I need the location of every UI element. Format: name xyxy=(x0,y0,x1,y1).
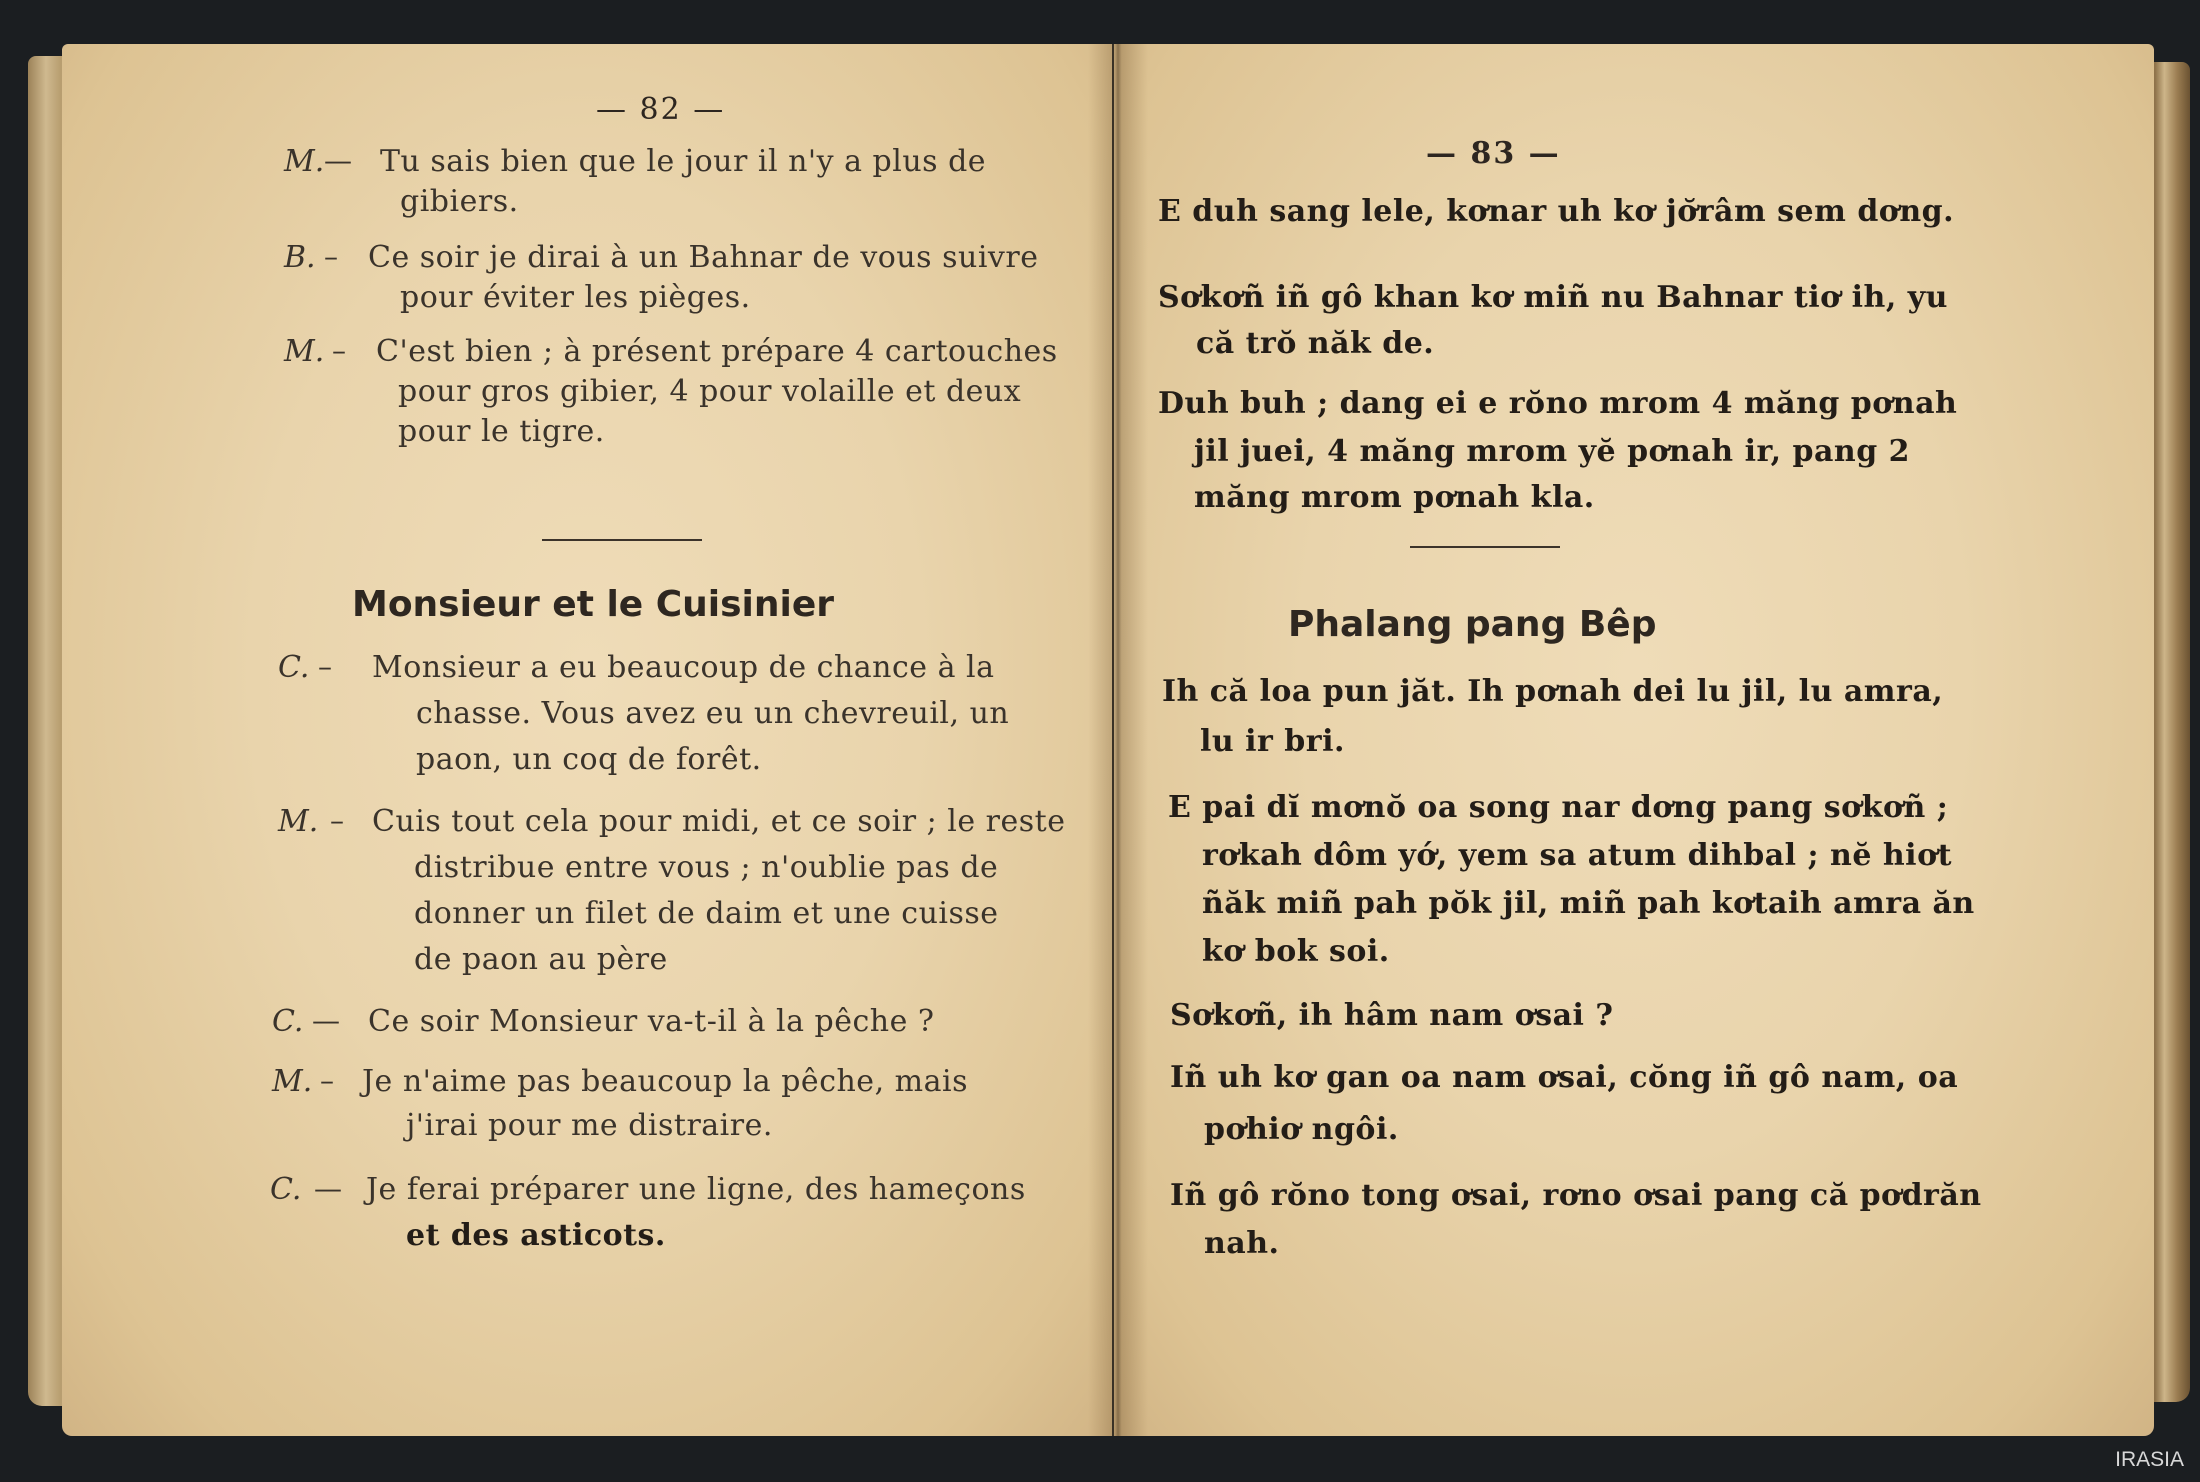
watermark-credit: IRASIA xyxy=(2115,1448,2184,1471)
dialogue-line: donner un filet de daim et une cuisse xyxy=(414,896,999,931)
dialogue-line: chasse. Vous avez eu un chevreuil, un xyxy=(416,696,1010,731)
dash-mark: – xyxy=(320,1064,334,1097)
section-heading: Monsieur et le Cuisinier xyxy=(352,584,835,625)
dialogue-line: Monsieur a eu beaucoup de chance à la xyxy=(372,650,995,685)
speaker-label: C. xyxy=(278,650,310,685)
dash-mark: – xyxy=(330,804,344,837)
dialogue-line: paon, un coq de forêt. xyxy=(416,742,762,777)
speaker-label: C. xyxy=(272,1004,304,1039)
dialogue-line: Sơkơñ, ih hâm nam ơsai ? xyxy=(1170,998,1614,1033)
speaker-label: M. xyxy=(284,334,325,369)
dialogue-line: de paon au père xyxy=(414,942,668,977)
dialogue-line: Duh buh ; dang ei e rŏno mrom 4 măng pơnah xyxy=(1158,386,1958,421)
dialogue-line: pour gros gibier, 4 pour volaille et deux xyxy=(398,374,1022,409)
dash-mark: — xyxy=(314,1172,342,1205)
right-page xyxy=(1114,44,2154,1436)
dialogue-line: Cuis tout cela pour midi, et ce soir ; le reste xyxy=(372,804,1066,839)
dialogue-line: Sơkơñ iñ gô khan kơ miñ nu Bahnar tiơ ih, yu xyxy=(1158,280,1948,315)
dash-mark: – xyxy=(318,650,332,683)
dialogue-line: că trŏ năk de. xyxy=(1196,326,1435,361)
section-heading: Phalang pang Bêp xyxy=(1288,604,1657,645)
page-number-82: — 82 — xyxy=(596,92,726,127)
dialogue-line: rơkah dôm yớ, yem sa atum dihbal ; nĕ hiơt xyxy=(1202,838,1952,873)
section-divider xyxy=(542,539,702,541)
dialogue-line: Ce soir je dirai à un Bahnar de vous suivre xyxy=(368,240,1039,275)
speaker-label: B. xyxy=(284,240,316,275)
dialogue-line: E pai dĭ mơnŏ oa song nar dơng pang sơkơñ ; xyxy=(1168,790,1949,825)
dialogue-line: Iñ gô rŏno tong ơsai, rơno ơsai pang că pơdrăn xyxy=(1170,1178,1982,1213)
section-divider xyxy=(1410,546,1560,548)
dash-mark: – xyxy=(332,334,346,367)
dialogue-line: et des asticots. xyxy=(406,1218,666,1253)
dialogue-line: C'est bien ; à présent prépare 4 cartouches xyxy=(376,334,1058,369)
dash-mark: — xyxy=(312,1004,340,1037)
dialogue-line: E duh sang lele, kơnar uh kơ jơ̆râm sem dơng. xyxy=(1158,194,1955,229)
dialogue-line: distribue entre vous ; n'oublie pas de xyxy=(414,850,999,885)
dialogue-line: pour éviter les pièges. xyxy=(400,280,751,315)
open-book xyxy=(28,44,2190,1436)
dialogue-line: ñăk miñ pah pŏk jil, miñ pah kơtaih amra ăn xyxy=(1202,886,1975,921)
dialogue-line: lu ir bri. xyxy=(1200,724,1345,759)
dash-mark: – xyxy=(324,240,338,273)
speaker-label: C. xyxy=(270,1172,302,1207)
dialogue-line: gibiers. xyxy=(400,184,519,219)
dialogue-line: Ih că loa pun jăt. Ih pơnah dei lu jil, lu amra, xyxy=(1162,674,1944,709)
dialogue-line: pour le tigre. xyxy=(398,414,605,449)
dialogue-line: jil juei, 4 măng mrom yĕ pơnah ir, pang 2 xyxy=(1194,434,1910,469)
book-gutter xyxy=(1088,44,1148,1436)
dialogue-line: Je ferai préparer une ligne, des hameçons xyxy=(366,1172,1026,1207)
dialogue-line: Ce soir Monsieur va-t-il à la pêche ? xyxy=(368,1004,935,1039)
dash-mark: — xyxy=(324,144,352,177)
dialogue-line: kơ bok soi. xyxy=(1202,934,1390,969)
left-page xyxy=(62,44,1112,1436)
dialogue-line: măng mrom pơnah kla. xyxy=(1194,480,1595,515)
dialogue-line: nah. xyxy=(1204,1226,1280,1261)
dialogue-line: j'irai pour me distraire. xyxy=(406,1108,773,1143)
dialogue-line: Je n'aime pas beaucoup la pêche, mais xyxy=(362,1064,968,1099)
dialogue-line: Tu sais bien que le jour il n'y a plus de xyxy=(380,144,987,179)
dialogue-line: Iñ uh kơ gan oa nam ơsai, cŏng iñ gô nam, oa xyxy=(1170,1060,1959,1095)
speaker-label: M. xyxy=(272,1064,313,1099)
speaker-label: M. xyxy=(278,804,319,839)
dialogue-line: pơhiơ ngôi. xyxy=(1204,1112,1399,1147)
speaker-label: M. xyxy=(284,144,325,179)
page-number-83: — 83 — xyxy=(1426,136,1561,171)
